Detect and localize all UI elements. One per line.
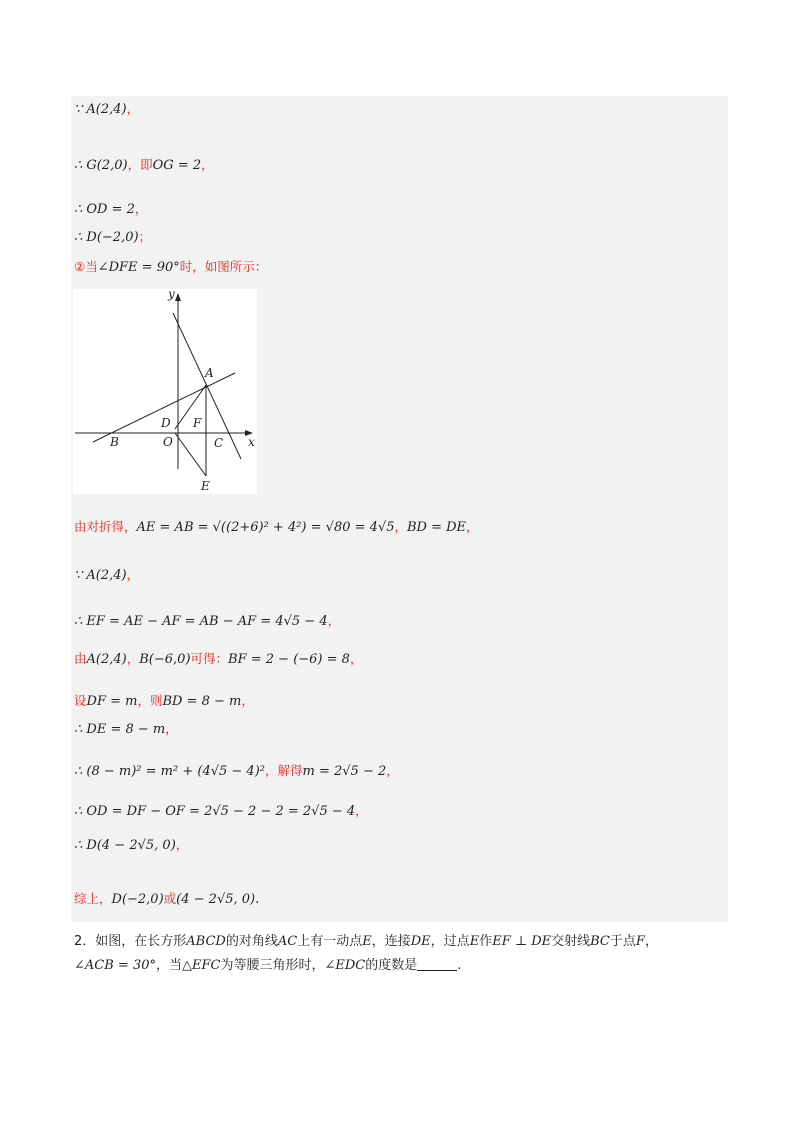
math-expression: EF ⊥ DE — [492, 934, 552, 949]
math-expression: ∠DFE = 90° — [97, 260, 180, 275]
label-a: A — [205, 366, 214, 380]
punctuation: ， — [394, 519, 407, 534]
solution-line-4 — [74, 228, 151, 247]
solution-text: ②当 — [74, 259, 98, 274]
solution-text: ，解得 — [264, 763, 303, 778]
solution-line-8 — [74, 612, 340, 631]
solution-line-15 — [74, 890, 259, 909]
solution-line-1 — [74, 100, 139, 119]
math-expression: D(−2,0) — [111, 892, 164, 907]
solution-text: 设 — [74, 693, 87, 708]
solution-line-9 — [74, 650, 362, 669]
segment-de — [175, 433, 206, 476]
label-f: F — [193, 416, 202, 430]
problem-text: 作 — [479, 934, 493, 949]
punctuation: ， — [165, 721, 178, 736]
punctuation: ， — [126, 567, 140, 582]
label-o: O — [163, 435, 173, 449]
punctuation: ， — [355, 803, 368, 818]
math-expression: DE — [410, 934, 431, 949]
solution-line-2 — [74, 156, 214, 175]
punctuation: ， — [327, 613, 341, 628]
math-expression: ∴ D(−2,0) — [74, 230, 139, 245]
math-expression: ∵ A(2,4) — [74, 568, 127, 583]
punctuation: ， — [349, 651, 363, 666]
math-expression: BD = 8 − m — [162, 694, 242, 709]
solution-line-3 — [74, 200, 147, 219]
math-expression: ABCD — [186, 934, 226, 949]
solution-line-10 — [74, 692, 254, 711]
punctuation: ； — [138, 229, 152, 244]
punctuation: . — [255, 892, 260, 907]
math-expression: ∴ OD = DF − OF = 2√5 − 2 − 2 = 2√5 − 4 — [74, 804, 356, 819]
problem-text: ，连接 — [371, 934, 411, 949]
problem-text: . — [457, 958, 462, 973]
solution-text: 时，如图所示： — [179, 259, 268, 274]
math-expression: ∠EDC — [324, 958, 366, 973]
problem-text: ，当 — [155, 958, 182, 973]
math-expression: F — [635, 934, 645, 949]
solution-line-11 — [74, 720, 178, 739]
math-expression: BF = 2 − (−6) = 8 — [228, 652, 350, 667]
solution-text: 由 — [74, 651, 87, 666]
label-d: D — [161, 416, 171, 430]
label-c: C — [214, 436, 224, 450]
math-expression: B(−6,0) — [139, 652, 191, 667]
solution-line-5 — [74, 258, 267, 277]
punctuation: ， — [134, 201, 148, 216]
solution-text: ，即 — [127, 157, 153, 172]
problem-text: 的对角线 — [225, 934, 278, 949]
geometry-figure — [73, 289, 257, 494]
punctuation: ， — [386, 763, 399, 778]
segment-da — [175, 385, 206, 429]
label-b: B — [110, 435, 119, 449]
math-expression: ∴ OD = 2 — [74, 202, 135, 217]
punctuation: ， — [175, 837, 189, 852]
solution-line-12 — [74, 762, 399, 781]
solution-text: 可得： — [190, 651, 229, 666]
math-expression: ∴ EF = AE − AF = AB − AF = 4√5 − 4 — [74, 614, 328, 629]
math-expression: AE = AB = √((2+6)² + 4²) = √80 = 4√5 — [136, 520, 395, 535]
solution-text: 由对折得， — [74, 519, 137, 534]
solution-panel — [71, 96, 728, 922]
math-expression: E — [469, 934, 480, 949]
math-expression: △EFC — [182, 958, 221, 973]
math-expression: ∴ D(4 − 2√5, 0) — [74, 838, 176, 853]
answer-blank[interactable] — [417, 956, 457, 971]
problem-text: ，过点 — [430, 934, 470, 949]
math-expression: E — [362, 934, 372, 949]
solution-line-14 — [74, 836, 188, 855]
math-expression: AC — [277, 934, 298, 949]
label-y: y — [168, 289, 175, 301]
label-e: E — [201, 479, 210, 493]
problem-number: 2． — [74, 934, 96, 949]
punctuation: ， — [241, 693, 254, 708]
problem-text: 为等腰三角形时， — [220, 958, 325, 973]
solution-line-6 — [74, 518, 479, 537]
math-expression: ∠ACB = 30° — [74, 958, 156, 973]
problem-text: 的度数是 — [365, 958, 418, 973]
problem-text: 交射线 — [551, 934, 591, 949]
math-expression: ∵ A(2,4) — [74, 102, 127, 117]
math-expression: (4 − 2√5, 0) — [176, 892, 256, 907]
solution-text: 综上， — [74, 891, 112, 906]
punctuation: ， — [126, 651, 140, 666]
math-expression: m = 2√5 − 2 — [302, 764, 387, 779]
problem-text: ， — [644, 934, 658, 949]
solution-line-7 — [74, 566, 139, 585]
math-expression: ∴ G(2,0) — [74, 158, 128, 173]
line-ac — [173, 313, 241, 459]
problem-2 — [74, 930, 734, 978]
coordinate-diagram — [73, 289, 257, 494]
solution-text: 或 — [163, 891, 177, 906]
punctuation: ， — [126, 101, 140, 116]
line-ba — [93, 373, 235, 442]
y-axis-arrow — [175, 293, 181, 301]
problem-text: 上有一动点 — [297, 934, 363, 949]
punctuation: ， — [466, 519, 479, 534]
punctuation: ， — [201, 157, 214, 172]
problem-text: 如图，在长方形 — [95, 934, 187, 949]
solution-line-13 — [74, 802, 368, 821]
label-x: x — [248, 435, 255, 449]
math-expression: A(2,4) — [86, 652, 127, 667]
math-expression: BC — [590, 934, 610, 949]
solution-text: ，则 — [137, 693, 163, 708]
math-expression: ∴ (8 − m)² = m² + (4√5 − 4)² — [74, 764, 265, 779]
math-expression: ∴ DE = 8 − m — [74, 722, 166, 737]
math-expression: DF = m — [86, 694, 138, 709]
problem-text: 于点 — [609, 934, 636, 949]
math-expression: BD = DE — [407, 520, 467, 535]
math-expression: OG = 2 — [152, 158, 202, 173]
